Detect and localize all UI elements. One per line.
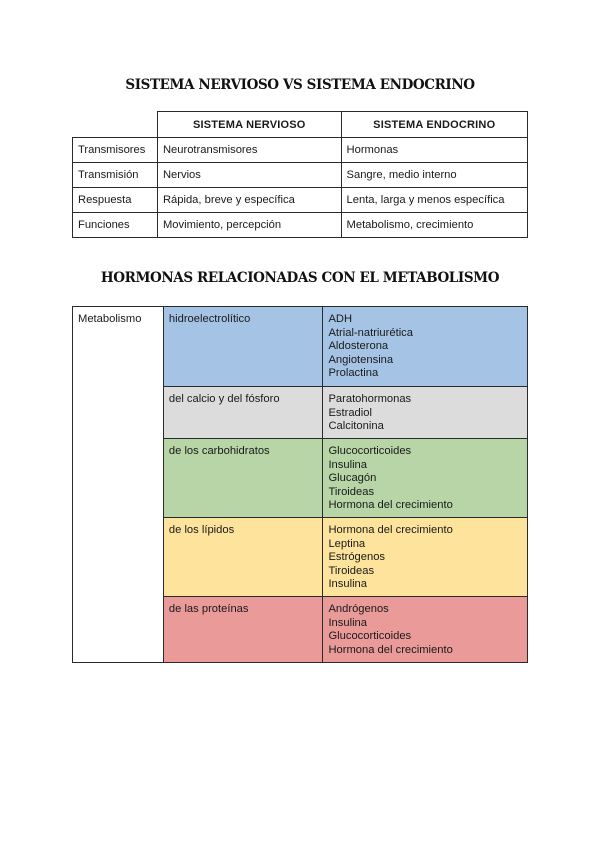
metabolism-type: de los lípidos bbox=[163, 518, 323, 597]
table-row bbox=[73, 213, 528, 238]
hormone-item: Tiroideas bbox=[328, 485, 375, 498]
table-row bbox=[73, 163, 528, 188]
metabolism-type: del calcio y del fósforo bbox=[163, 387, 323, 439]
hormone-item: Hormona del crecimiento bbox=[328, 524, 453, 536]
hormone-list bbox=[323, 387, 528, 439]
table-row bbox=[73, 138, 528, 163]
hormone-list bbox=[323, 307, 528, 387]
row-label: Funciones bbox=[73, 213, 158, 238]
endocrino-cell: Lenta, larga y menos específica bbox=[341, 188, 527, 213]
header-endocrino: SISTEMA ENDOCRINO bbox=[341, 112, 527, 138]
title-hormonas-metabolismo: HORMONAS RELACIONADAS CON EL METABOLISMO bbox=[100, 270, 500, 286]
metabolism-type: de las proteínas bbox=[163, 597, 323, 663]
hormone-item: Estradiol bbox=[328, 406, 372, 419]
metabolism-type: de los carbohidratos bbox=[163, 439, 323, 518]
endocrino-cell: Metabolismo, crecimiento bbox=[341, 213, 527, 238]
hormone-item: Andrógenos bbox=[328, 603, 389, 615]
row-label: Transmisores bbox=[73, 138, 158, 163]
hormone-item: Prolactina bbox=[328, 367, 379, 380]
hormone-list bbox=[323, 597, 528, 663]
hormone-item: Hormona del crecimiento bbox=[328, 499, 453, 512]
endocrino-cell: Sangre, medio interno bbox=[341, 163, 527, 188]
hormone-item: Paratohormonas bbox=[328, 393, 412, 405]
hormones-table bbox=[72, 306, 528, 663]
hormone-item: ADH bbox=[328, 313, 353, 325]
hormone-item: Atrial-natriurética bbox=[328, 326, 413, 339]
metabolism-type: hidroelectrolítico bbox=[163, 307, 323, 387]
hormone-item: Aldosterona bbox=[328, 340, 389, 353]
header-nervioso: SISTEMA NERVIOSO bbox=[157, 112, 341, 138]
row-label: Respuesta bbox=[73, 188, 158, 213]
hormone-item: Tiroideas bbox=[328, 564, 375, 577]
hormone-item: Insulina bbox=[328, 616, 367, 629]
table-row bbox=[73, 188, 528, 213]
comparison-header-row bbox=[73, 112, 528, 138]
hormone-item: Glucocorticoides bbox=[328, 445, 412, 457]
hormone-item: Insulina bbox=[328, 458, 367, 471]
hormone-item: Angiotensina bbox=[328, 353, 394, 366]
comparison-table bbox=[72, 111, 528, 238]
nervioso-cell: Rápida, breve y específica bbox=[157, 188, 341, 213]
header-blank-cell bbox=[73, 112, 158, 138]
metabolism-label: Metabolismo bbox=[73, 307, 164, 663]
hormone-item: Insulina bbox=[328, 578, 367, 591]
hormone-item: Calcitonina bbox=[328, 420, 384, 433]
hormone-list bbox=[323, 439, 528, 518]
table-row bbox=[73, 307, 528, 387]
nervioso-cell: Movimiento, percepción bbox=[157, 213, 341, 238]
row-label: Transmisión bbox=[73, 163, 158, 188]
hormone-item: Estrógenos bbox=[328, 551, 386, 564]
hormone-list bbox=[323, 518, 528, 597]
hormone-item: Glucagón bbox=[328, 472, 377, 485]
hormone-item: Hormona del crecimiento bbox=[328, 643, 453, 656]
nervioso-cell: Nervios bbox=[157, 163, 341, 188]
hormone-item: Glucocorticoides bbox=[328, 630, 412, 643]
title-nervioso-vs-endocrino: SISTEMA NERVIOSO VS SISTEMA ENDOCRINO bbox=[125, 77, 475, 93]
hormone-item: Leptina bbox=[328, 537, 366, 550]
nervioso-cell: Neurotransmisores bbox=[157, 138, 341, 163]
endocrino-cell: Hormonas bbox=[341, 138, 527, 163]
